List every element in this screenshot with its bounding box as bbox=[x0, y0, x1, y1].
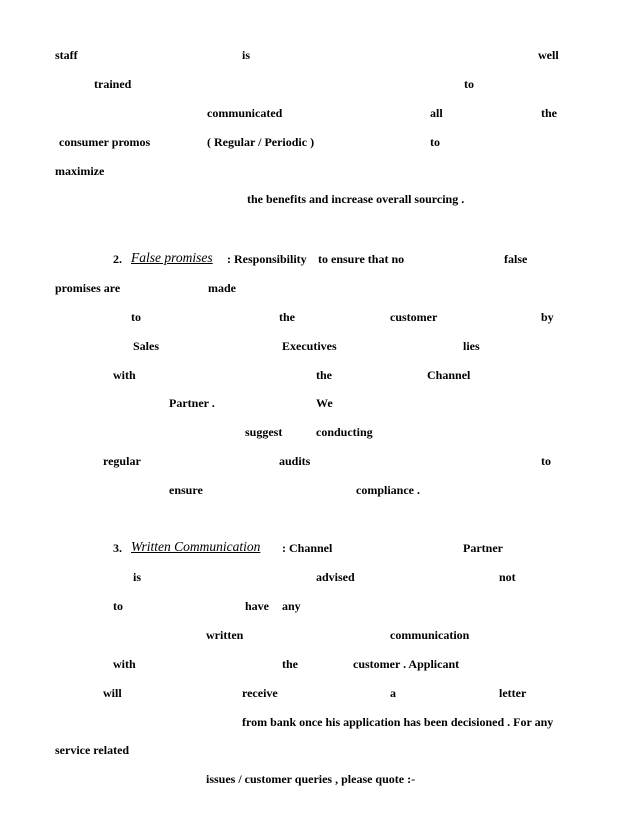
text-lies: lies bbox=[463, 339, 480, 353]
text-is: is bbox=[133, 570, 142, 584]
text-conducting: conducting bbox=[316, 425, 373, 439]
text-well: well bbox=[538, 48, 559, 62]
text-trained: trained bbox=[94, 77, 132, 91]
text-the: the bbox=[279, 310, 295, 324]
text-any: any bbox=[282, 599, 301, 613]
text-channel: Channel bbox=[427, 368, 471, 382]
text-customer: customer bbox=[390, 310, 438, 324]
list-number-3: 3. bbox=[113, 541, 122, 555]
text-maximize: maximize bbox=[55, 164, 105, 178]
text-we: We bbox=[316, 396, 333, 410]
text-channel: : Channel bbox=[282, 541, 333, 555]
text-to: to bbox=[541, 454, 551, 468]
text-regular: regular bbox=[103, 454, 141, 468]
text-promises-are: promises are bbox=[55, 281, 121, 295]
text-to: to bbox=[464, 77, 474, 91]
text-to: to bbox=[113, 599, 123, 613]
text-by: by bbox=[541, 310, 554, 324]
text-with: with bbox=[113, 368, 136, 382]
text-partner: Partner . bbox=[169, 396, 215, 410]
text-false: false bbox=[504, 252, 528, 266]
text-communicated: communicated bbox=[207, 106, 283, 120]
text-all: all bbox=[430, 106, 443, 120]
text-advised: advised bbox=[316, 570, 355, 584]
text-letter: letter bbox=[499, 686, 527, 700]
text-the: the bbox=[541, 106, 557, 120]
text-with: with bbox=[113, 657, 136, 671]
text-have: have bbox=[245, 599, 269, 613]
text-written: written bbox=[206, 628, 244, 642]
text-customer-applicant: customer . Applicant bbox=[353, 657, 460, 671]
text-will: will bbox=[103, 686, 122, 700]
text-is: is bbox=[242, 48, 251, 62]
text-a: a bbox=[390, 686, 396, 700]
text-to-ensure-that-no: to ensure that no bbox=[318, 252, 405, 266]
heading-written-communication: Written Communication bbox=[131, 539, 261, 554]
text-issues-line: issues / customer queries , please quote :- bbox=[206, 772, 416, 786]
text-made: made bbox=[208, 281, 236, 295]
text-benefits-line: the benefits and increase overall sourcing . bbox=[247, 192, 465, 206]
text-sales: Sales bbox=[133, 339, 160, 353]
text-communication: communication bbox=[390, 628, 470, 642]
text-from-bank-line: from bank once his application has been decisioned . For any bbox=[242, 715, 554, 729]
text-not: not bbox=[499, 570, 516, 584]
text-audits: audits bbox=[279, 454, 311, 468]
text-regular-periodic: ( Regular / Periodic ) bbox=[207, 135, 315, 149]
text-receive: receive bbox=[242, 686, 278, 700]
text-executives: Executives bbox=[282, 339, 337, 353]
text-partner: Partner bbox=[463, 541, 503, 555]
text-the: the bbox=[282, 657, 298, 671]
text-staff: staff bbox=[55, 48, 78, 62]
text-service-related: service related bbox=[55, 743, 130, 757]
text-consumer-promos: consumer promos bbox=[59, 135, 151, 149]
text-compliance: compliance . bbox=[356, 483, 420, 497]
text-ensure: ensure bbox=[169, 483, 203, 497]
text-to: to bbox=[131, 310, 141, 324]
text-to: to bbox=[430, 135, 440, 149]
text-responsibility: : Responsibility bbox=[227, 252, 307, 266]
list-number-2: 2. bbox=[113, 252, 122, 266]
heading-false-promises: False promises bbox=[131, 250, 213, 265]
text-the: the bbox=[316, 368, 332, 382]
text-suggest: suggest bbox=[245, 425, 283, 439]
